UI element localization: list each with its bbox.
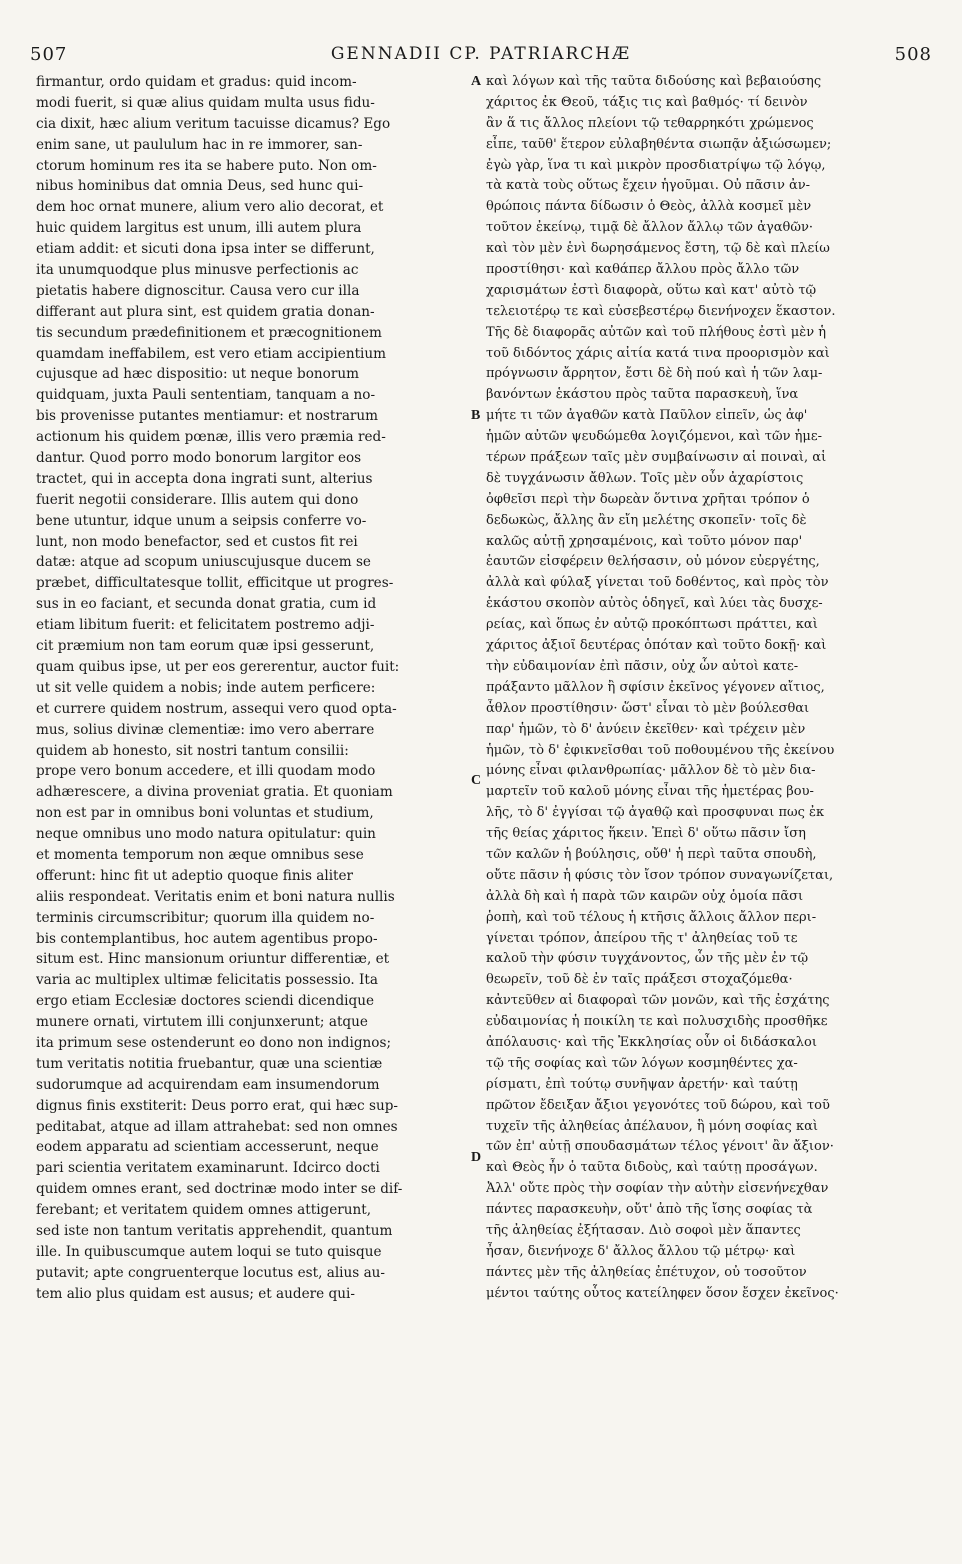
text-line: fuerit negotii considerare. Illis autem qui dono	[36, 491, 359, 508]
text-line: θεωρεῖν, τοῦ δὲ ἐν ταῖς πράξεσι στοχαζόμεθα·	[486, 972, 793, 988]
text-line: πάντες μὲν τῆς ἀληθείας ἐπέτυχον, οὐ τοσοῦτον	[486, 1264, 807, 1280]
text-line: παρ' ἡμῶν, τὸ δ' ἀνύειν ἐκεῖθεν· καὶ τρέχειν μὲν	[486, 721, 806, 737]
text-line: sus in eo faciant, et secunda donat gratia, cum id	[36, 596, 377, 613]
text-line: τοῦτον ἐκείνῳ, τιμᾷ δὲ ἄλλον ἄλλῳ τῶν ἀγαθῶν·	[486, 220, 813, 236]
text-line: cujusque ad hæc dispositio: ut neque bonorum	[36, 366, 359, 383]
margin-marker-c: C	[471, 773, 482, 788]
text-line: non est par in omnibus boni voluntas et studium,	[36, 805, 374, 822]
text-line: προστίθησι· καὶ καθάπερ ἄλλου πρὸς ἄλλο τῶν	[486, 262, 800, 278]
text-line: et currere quidem nostrum, assequi vero quod opta-	[36, 700, 397, 717]
text-line: præbet, difficultatesque tollit, efficitque ut progres-	[36, 575, 394, 592]
text-line: τῆς ἀληθείας ἐξήτασαν. Διὸ σοφοὶ μὲν ἅπαντες	[486, 1222, 801, 1238]
text-line: ita primum sese ostenderunt eo dono non indignos;	[36, 1034, 392, 1051]
text-line: ἑαυτῶν εἰσφέρειν θελήσασιν, οὐ μόνον εὐεργέτης,	[486, 554, 820, 570]
text-line: et momenta temporum non æque omnibus sese	[36, 846, 364, 863]
text-line: καὶ λόγων καὶ τῆς ταῦτα διδούσης καὶ βεβαιούσης	[486, 74, 822, 89]
text-line: εὐδαιμονίας ἡ ποικίλη τε καὶ πολυσχιδὴς προσθῆκε	[486, 1014, 828, 1030]
text-line: πρῶτον ἔδειξαν ἄξιοι γεγονότες τοῦ δώρου, καὶ τοῦ	[486, 1097, 830, 1113]
text-line: adhærescere, a divina proveniat gratia. Et quoniam	[36, 784, 393, 801]
text-line: καλῶς αὐτῇ χρησαμένοις, καὶ τοῦτο μόνον παρ'	[486, 533, 803, 549]
text-line: Τῆς δὲ διαφορᾶς αὐτῶν καὶ τοῦ πλήθους ἐστὶ μὲν ἡ	[486, 324, 827, 340]
text-line: ἆθλον προστίθησιν· ὥστ' εἶναι τὸ μὲν βούλεσθαι	[486, 700, 810, 716]
text-line: eodem apparatu ad scientiam accesserunt, neque	[36, 1139, 379, 1156]
text-line: ῥοπὴ, καὶ τοῦ τέλους ἡ κτῆσις ἄλλοις ἄλλον περι-	[486, 909, 817, 925]
text-line: ille. In quibuscumque autem loqui se tuto quisque	[36, 1243, 382, 1260]
text-line: δεδωκὼς, ἄλλης ἂν εἴη μελέτης σκοπεῖν· τοῖς δὲ	[486, 512, 807, 528]
text-line: μαρτεῖν τοῦ καλοῦ μόνης εἶναι τῆς ἡμετέρας βου-	[486, 784, 814, 800]
text-line: sudorumque ad acquirendam eam insumendorum	[36, 1076, 380, 1093]
text-line: actionum his quidem pœnæ, illis vero præmia red-	[36, 429, 386, 446]
text-line: ὀφθεῖσι περὶ τὴν δωρεὰν ὅντινα χρῆται τρόπον ὁ	[486, 491, 810, 507]
text-line: ἀπόλαυσις· καὶ τῆς Ἐκκλησίας οὖν οἱ διδάσκαλοι	[486, 1034, 817, 1050]
text-line: modi fuerit, si quæ alius quidam multa usus fidu-	[36, 94, 375, 111]
text-line: dem hoc ornat munere, alium vero alio decorat, et	[36, 199, 384, 216]
text-line: putavit; apte congruenterque locutus est, alius au-	[36, 1264, 386, 1281]
text-line: δὲ τυγχάνωσιν ἄθλων. Τοῖς μὲν οὖν ἀχαρίστοις	[486, 470, 804, 486]
text-line: dantur. Quod porro modo bonorum largitor eos	[36, 450, 362, 467]
text-line: quamdam ineffabilem, est vero etiam accipientium	[36, 345, 387, 362]
text-line: mus, solius divinæ clementiæ: imo vero aberrare	[36, 721, 375, 738]
text-line: τυχεῖν τῆς ἀληθείας ἀπέλαυον, ἣ μόνη σοφίας καὶ	[486, 1118, 818, 1134]
text-line: μέντοι ταύτης οὗτος κατείληφεν ὅσον ἔσχεν ἐκεῖνος·	[486, 1285, 839, 1301]
text-line: τῆς θείας χάριτος ἥκειν. Ἐπεὶ δ' οὕτω πᾶσιν ἴση	[486, 826, 806, 842]
running-header	[30, 40, 932, 68]
margin-marker-a: A	[471, 74, 482, 89]
running-title: GENNADII CP. PATRIARCHÆ	[330, 44, 632, 64]
text-line: οὔτε πᾶσιν ἡ φύσις τὸν ἴσον τρόπον συναγωνίζεται,	[486, 867, 834, 883]
text-line: τῶν καλῶν ἡ βούλησις, οὔθ' ἡ περὶ ταῦτα σπουδὴ,	[486, 846, 817, 862]
text-line: ἀλλὰ δὴ καὶ ἡ παρὰ τῶν καιρῶν οὐχ ὁμοία πᾶσι	[486, 888, 804, 904]
text-line: situm est. Hinc mansionum oriuntur differentiæ, et	[36, 951, 390, 968]
text-line: terminis circumscribitur; quorum illa quidem no-	[36, 909, 375, 926]
text-line: χάριτος ἀξιοῖ δευτέρας ὁπόταν καὶ τοῦτο δοκῇ· καὶ	[486, 638, 827, 654]
text-line: ἂν ἅ τις ἄλλος πλείονι τῷ τεθαρρηκότι χρώμενος	[486, 115, 814, 131]
text-line: offerunt: hinc fit ut adeptio quoque finis aliter	[36, 867, 354, 884]
greek-column	[486, 72, 936, 1305]
text-line: Ἀλλ' οὔτε πρὸς τὴν σοφίαν τὴν αὐτὴν εἰσενήνεχθαν	[486, 1181, 829, 1197]
text-line: peditabat, atque ad illam attrahebat: sed non omnes	[36, 1118, 398, 1135]
text-line: ἡμῶν αὐτῶν ψευδώμεθα λογιζόμενοι, καὶ τῶν ἡμε-	[486, 429, 822, 445]
text-line: bis contemplantibus, hoc autem agentibus propo-	[36, 930, 378, 947]
text-line: εἶπε, ταῦθ' ἕτερον εὐλαβηθέντα σιωπᾷν ἀξιώσωμεν;	[486, 136, 832, 152]
text-line: etiam libitum fuerit: et felicitatem postremo adji-	[36, 617, 375, 634]
text-line: τέρων πράξεων ταῖς μὲν συμβαίνωσιν αἱ ποιναὶ, αἱ	[486, 450, 827, 466]
text-line: τὴν εὐδαιμονίαν ἐπὶ πᾶσιν, οὐχ ὧν αὐτοὶ κατε-	[486, 658, 799, 674]
text-line: etiam addit: et sicuti dona ipsa inter se differunt,	[36, 241, 375, 258]
text-line: πρόγνωσιν ἄρρητον, ἔστι δὲ δὴ πού καὶ ἡ τῶν λαμ-	[486, 366, 823, 382]
text-line: τῶν ἐπ' αὐτῇ σπουδασμάτων τέλος γένοιτ' ἂν ἄξιον·	[486, 1139, 834, 1155]
text-line: καὶ τὸν μὲν ἑνὶ δωρησάμενος ἔστη, τῷ δὲ καὶ πλείω	[486, 241, 830, 257]
text-line: tum veritatis notitia fruebantur, quæ una scientiæ	[36, 1055, 383, 1072]
text-line: μήτε τι τῶν ἀγαθῶν κατὰ Παῦλον εἰπεῖν, ὡς ἀφ'	[486, 408, 808, 424]
text-line: ρίσματι, ἐπὶ τούτῳ συνῆψαν ἀρετήν· καὶ ταύτῃ	[486, 1076, 798, 1092]
text-line: καλοῦ τὴν φύσιν τυγχάνοντος, ὧν τῆς μὲν ἐν τῷ	[486, 951, 809, 967]
text-line: tractet, qui in accepta dona ingrati sunt, alterius	[36, 470, 373, 487]
right-page-number: 508	[894, 43, 932, 65]
text-line: ἐγὼ γὰρ, ἵνα τι καὶ μικρὸν προσδιατρίψω τῷ λόγῳ,	[486, 157, 826, 173]
text-line: datæ: atque ad scopum uniuscujusque ducem se	[36, 554, 371, 571]
text-line: neque omnibus uno modo natura opitulatur: quin	[36, 826, 376, 843]
text-line: pietatis habere dignoscitur. Causa vero cur illa	[36, 282, 360, 299]
text-line: τῷ τῆς σοφίας καὶ τῶν λόγων κοσμηθέντες χα-	[486, 1055, 798, 1071]
text-line: πράξαντο μᾶλλον ἢ σφίσιν ἐκεῖνος γέγονεν αἴτιος,	[486, 679, 825, 695]
text-line: θρώποις πάντα δίδωσιν ὁ Θεὸς, ἀλλὰ κοσμεῖ μὲν	[486, 199, 812, 215]
text-line: καὶ Θεὸς ἦν ὁ ταῦτα διδοὺς, καὶ ταύτῃ προσάγων.	[486, 1160, 818, 1176]
text-line: quidem omnes erant, sed doctrinæ modo inter se dif-	[36, 1181, 403, 1198]
text-line: ἦσαν, διενήνοχε δ' ἄλλος ἄλλου τῷ μέτρῳ· καὶ	[486, 1243, 796, 1259]
text-line: tem alio plus quidam est ausus; et audere qui-	[36, 1285, 355, 1302]
text-line: bene utuntur, idque unum a seipsis conferre vo-	[36, 512, 367, 529]
text-line: γίνεται τρόπον, ἀπείρου τῆς τ' ἀληθείας τοῦ τε	[486, 930, 798, 946]
text-line: ἡμῶν, τὸ δ' ἐφικνεῖσθαι τοῦ ποθουμένου τῆς ἐκείνου	[486, 742, 835, 758]
latin-column	[36, 72, 466, 1305]
text-line: cit præmium non tam eorum quæ ipsi gesserunt,	[36, 638, 375, 655]
text-line: ita unumquodque plus minusve perfectionis ac	[36, 262, 359, 279]
text-line: ergo etiam Ecclesiæ doctores sciendi dicendique	[36, 993, 374, 1010]
text-line: βανόντων ἑκάστου πρὸς ταῦτα παρασκευὴ, ἵνα	[486, 387, 799, 403]
text-line: bis provenisse putantes mentiamur: et nostrarum	[36, 408, 379, 425]
text-line: κἀντεῦθεν αἱ διαφοραὶ τῶν μονῶν, καὶ τῆς ἐσχάτης	[486, 993, 830, 1009]
left-page-number: 507	[30, 43, 68, 65]
text-line: ferebant; et veritatem quidem omnes attigerunt,	[36, 1202, 372, 1219]
text-line: quidquam, juxta Pauli sententiam, tanquam a no-	[36, 387, 376, 404]
text-line: τοῦ διδόντος χάρις αἰτία κατά τινα προορισμὸν καὶ	[486, 345, 830, 361]
text-line: munere ornati, virtutem illi conjunxerunt; atque	[36, 1014, 368, 1031]
text-line: ἀλλὰ καὶ φύλαξ γίνεται τοῦ δοθέντος, καὶ πρὸς τὸν	[486, 575, 829, 591]
text-line: lunt, non modo benefactor, sed et custos fit rei	[36, 533, 358, 550]
text-line: ctorum hominum res ita se habere puto. Non om-	[36, 157, 377, 174]
text-line: ut sit velle quidem a nobis; inde autem perficere:	[36, 679, 376, 696]
text-line: pari scientia veritatem examinarunt. Idcirco docti	[36, 1160, 380, 1177]
margin-marker-d: D	[471, 1150, 482, 1165]
text-line: aliis respondeat. Veritatis enim et boni natura nullis	[36, 888, 395, 905]
text-line: dignus finis exstiterit: Deus porro erat, qui hæc sup-	[36, 1097, 398, 1114]
text-line: τὰ κατὰ τοὺς οὕτως ἔχειν ἡγοῦμαι. Οὐ πᾶσιν ἀν-	[486, 178, 811, 194]
text-line: μόνης εἶναι φιλανθρωπίας· μᾶλλον δὲ τὸ μὲν δια-	[486, 763, 816, 779]
text-line: quam quibus ipse, ut per eos gererentur, auctor fuit:	[36, 658, 400, 675]
text-line: quidem ab honesto, sit nostri tantum consilii:	[36, 742, 349, 759]
text-line: λῆς, τὸ δ' ἐγγίσαι τῷ ἀγαθῷ καὶ προσφυναι πως ἐκ	[486, 805, 825, 821]
text-line: varia ac multiplex ultimæ felicitatis possessio. Ita	[36, 972, 378, 989]
text-line: ρείας, καὶ ὅπως ἐν αὐτῷ προκόπτωσι πράττει, καὶ	[486, 617, 818, 633]
text-line: cia dixit, hæc alium veritum tacuisse dicamus? Ego	[36, 115, 391, 132]
text-line: ἑκάστου σκοπὸν αὐτὸς ὁδηγεῖ, καὶ λύει τὰς δυσχε-	[486, 596, 823, 612]
margin-marker-b: B	[471, 408, 481, 423]
text-line: sed iste non tantum veritatis apprehendit, quantum	[36, 1222, 393, 1239]
text-line: χαρισμάτων ἐστὶ διαφορὰ, οὕτω καὶ κατ' αὐτὸ τῷ	[486, 282, 817, 298]
text-line: τελειοτέρῳ τε καὶ εὐσεβεστέρῳ διενήνοχεν ἕκαστον.	[486, 303, 836, 319]
text-line: πάντες παρασκευὴν, οὔτ' ἀπὸ τῆς ἴσης σοφίας τὰ	[486, 1202, 813, 1218]
text-line: huic quidem largitus est unum, illi autem plura	[36, 220, 362, 237]
text-line: enim sane, ut paululum hac in re immorer, san-	[36, 136, 363, 153]
text-line: tis secundum prædefinitionem et præcognitionem	[36, 324, 382, 341]
text-line: differant aut plura sint, est quidem gratia donan-	[36, 303, 375, 320]
text-line: prope vero bonum accedere, et illi quodam modo	[36, 763, 376, 780]
text-line: nibus hominibus dat omnia Deus, sed hunc qui-	[36, 178, 364, 195]
text-line: firmantur, ordo quidam et gradus: quid incom-	[36, 74, 357, 90]
text-line: χάριτος ἐκ Θεοῦ, τάξις τις καὶ βαθμός· τί δεινὸν	[486, 94, 808, 110]
